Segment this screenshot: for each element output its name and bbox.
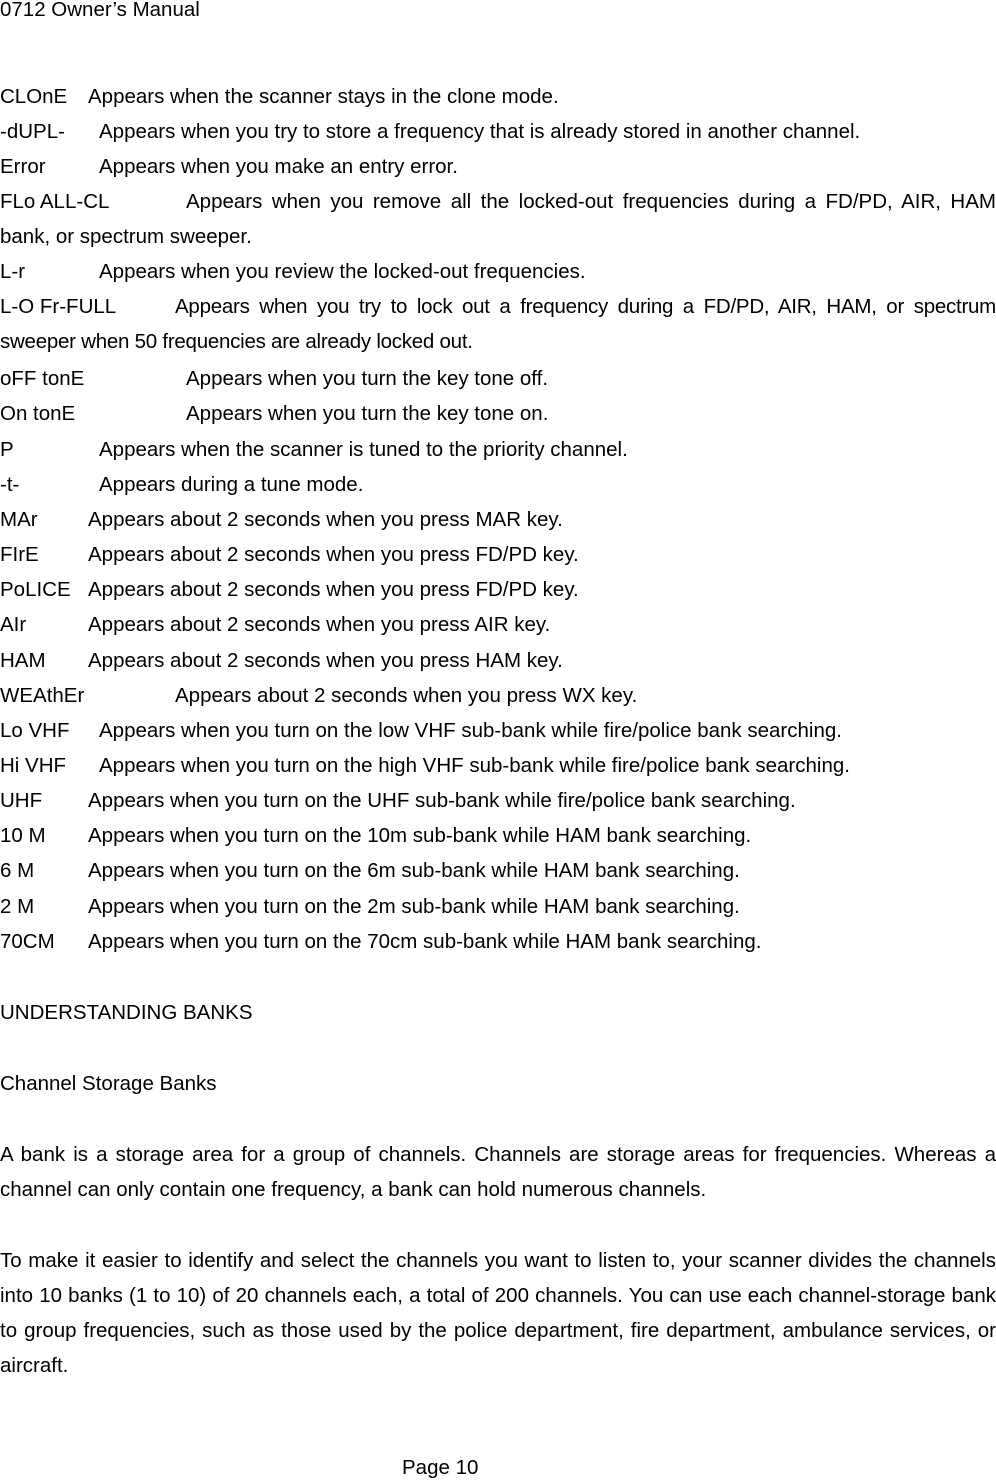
- display-code: L-r: [0, 260, 26, 283]
- display-code: CLOnE: [0, 85, 68, 108]
- display-description: Appears about 2 seconds when you press FD/PD key.: [88, 578, 579, 601]
- display-code: L-O Fr-FULL: [0, 295, 117, 318]
- display-code: WEAthEr: [0, 684, 85, 707]
- display-code: P: [0, 438, 14, 461]
- body-paragraph: A bank is a storage area for a group of channels. Channels are storage areas for frequencies. Whereas a channel can only contain one frequency, a bank can hold numerous channels.: [0, 1143, 996, 1201]
- subsection-title: Channel Storage Banks: [0, 1072, 217, 1095]
- display-code: HAM: [0, 649, 46, 672]
- display-description: Appears when you turn on the high VHF sub-bank while fire/police bank searching.: [99, 754, 850, 777]
- display-code: Error: [0, 155, 46, 178]
- display-code: 2 M: [0, 895, 35, 918]
- display-code: -dUPL-: [0, 120, 65, 143]
- display-entry: [0, 184, 996, 254]
- display-code: 6 M: [0, 859, 35, 882]
- display-description: Appears when you try to lock out a frequency during a FD/PD, AIR, HAM, or spectrum sweeper when 50 frequencies are already locked out.: [0, 295, 996, 353]
- display-description: Appears when you turn on the 2m sub-bank while HAM bank searching.: [88, 895, 740, 918]
- display-description: Appears when you turn on the UHF sub-bank while fire/police bank searching.: [88, 789, 796, 812]
- display-code: FLo ALL-CL: [0, 190, 110, 213]
- display-description: Appears when you review the locked-out frequencies.: [99, 260, 586, 283]
- display-code: AIr: [0, 613, 27, 636]
- display-description: Appears when you turn the key tone off.: [186, 367, 549, 390]
- display-description: Appears about 2 seconds when you press FD/PD key.: [88, 543, 579, 566]
- display-description: Appears during a tune mode.: [99, 473, 364, 496]
- display-description: Appears when you try to store a frequency that is already stored in another channel.: [99, 120, 861, 143]
- section-title: UNDERSTANDING BANKS: [0, 1001, 253, 1024]
- display-description: Appears when you turn on the 10m sub-bank while HAM bank searching.: [88, 824, 752, 847]
- display-code: UHF: [0, 789, 43, 812]
- display-code: Lo VHF: [0, 719, 70, 742]
- display-code: FIrE: [0, 543, 39, 566]
- display-description: Appears when you turn on the 6m sub-bank while HAM bank searching.: [88, 859, 740, 882]
- display-description: Appears when you remove all the locked-out frequencies during a FD/PD, AIR, HAM bank, or spectrum sweeper.: [0, 190, 996, 248]
- display-code: PoLICE: [0, 578, 71, 601]
- manual-title: 0712 Owner’s Manual: [0, 0, 200, 21]
- display-entry: [0, 289, 996, 359]
- page-number: Page 10: [402, 1456, 479, 1479]
- body-paragraph: To make it easier to identify and select the channels you want to listen to, your scanner divides the channels into 10 banks (1 to 10) of 20 channels each, a total of 200 channels. You can use each channel-storage bank to group frequencies, such as those used by the police department, fire department, ambulance services, or aircraft.: [0, 1249, 996, 1377]
- display-description: Appears when you turn the key tone on.: [186, 402, 549, 425]
- display-description: Appears when you turn on the low VHF sub-bank while fire/police bank searching.: [99, 719, 842, 742]
- display-code: MAr: [0, 508, 38, 531]
- display-code: 10 M: [0, 824, 46, 847]
- display-code: -t-: [0, 473, 20, 496]
- display-description: Appears about 2 seconds when you press MAR key.: [88, 508, 563, 531]
- display-code: oFF tonE: [0, 367, 85, 390]
- display-description: Appears when the scanner is tuned to the priority channel.: [99, 438, 628, 461]
- display-code: Hi VHF: [0, 754, 67, 777]
- display-description: Appears when the scanner stays in the clone mode.: [88, 85, 559, 108]
- display-description: Appears when you make an entry error.: [99, 155, 458, 178]
- display-description: Appears about 2 seconds when you press AIR key.: [88, 613, 551, 636]
- display-description: Appears about 2 seconds when you press HAM key.: [88, 649, 563, 672]
- display-description: Appears about 2 seconds when you press WX key.: [175, 684, 638, 707]
- display-code: On tonE: [0, 402, 76, 425]
- display-code: 70CM: [0, 930, 55, 953]
- display-description: Appears when you turn on the 70cm sub-bank while HAM bank searching.: [88, 930, 762, 953]
